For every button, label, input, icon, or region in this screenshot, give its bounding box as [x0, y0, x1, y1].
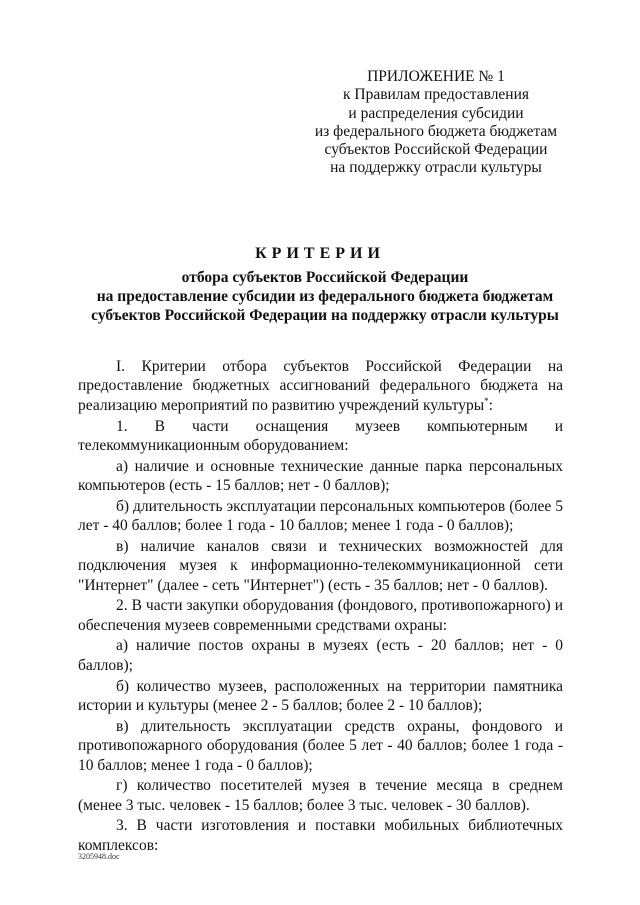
paragraph-1b: б) длительность эксплуатации персональных компьютеров (более 5 лет - 40 баллов; более 1 года - 10 баллов; менее 1 года - 0 баллов);: [78, 497, 563, 535]
criteria-title: КРИТЕРИИ: [255, 245, 385, 262]
paragraph-2: 2. В части закупки оборудования (фондового, противопожарного) и обеспечения музеев современными средствами охраны:: [78, 597, 563, 634]
appendix-line: на поддержку отрасли культуры: [330, 159, 542, 177]
footnote-mark: *: [484, 395, 489, 406]
paragraph-2a: а) наличие постов охраны в музеях (есть - 20 баллов; нет - 0 баллов);: [78, 637, 563, 674]
appendix-line: к Правилам предоставления: [342, 86, 530, 104]
paragraph-1c: в) наличие каналов связи и технических возможностей для подключения музея к информационно-телекоммуникационной сети "Интернет" (далее - сеть "Интернет") (есть - 35 баллов; нет - 0 баллов).: [78, 537, 563, 594]
criteria-subtitle: [60, 268, 590, 325]
subtitle-line: на предоставление субсидии из федерального бюджета бюджетам: [96, 288, 554, 305]
footer-filename: 3205948.doc: [78, 852, 120, 861]
appendix-title: ПРИЛОЖЕНИЕ № 1: [367, 68, 505, 85]
appendix-line: субъектов Российской Федерации: [324, 141, 548, 159]
paragraph-2c: в) длительность эксплуатации средств охраны, фондового и противопожарного оборудования (более 5 лет - 40 баллов; более 1 года - 10 баллов; менее 1 года - 0 баллов);: [78, 717, 563, 774]
paragraph-1: 1. В части оснащения музеев компьютерным и телекоммуникационным оборудованием:: [78, 417, 563, 454]
section-intro: [78, 357, 563, 415]
appendix-line: из федерального бюджета бюджетам: [314, 122, 558, 140]
section-intro-end: :: [488, 396, 493, 414]
appendix-block: [296, 68, 576, 178]
paragraph-3: 3. В части изготовления и поставки мобильных библиотечных комплексов:: [78, 817, 563, 854]
subtitle-line: отбора субъектов Российской Федерации: [181, 269, 469, 286]
paragraph-2b: б) количество музеев, расположенных на территории памятника истории и культуры (менее 2 - 5 баллов; более 2 - 10 баллов);: [78, 677, 563, 714]
paragraph-2d: г) количество посетителей музея в течение месяца в среднем (менее 3 тыс. человек - 15 баллов; более 3 тыс. человек - 30 баллов).: [78, 777, 563, 814]
subtitle-line: субъектов Российской Федерации на поддержку отрасли культуры: [91, 307, 559, 324]
section-intro-text: I. Критерии отбора субъектов Российской Федерации на предоставление бюджетных ассигнований федерального бюджета на реализацию мероприятий по развитию учреждений культуры: [78, 358, 563, 414]
appendix-line: и распределения субсидии: [348, 104, 524, 122]
paragraph-1a: а) наличие и основные технические данные парка персональных компьютеров (есть - 15 баллов; нет - 0 баллов);: [78, 457, 563, 495]
document-body: [78, 357, 563, 856]
